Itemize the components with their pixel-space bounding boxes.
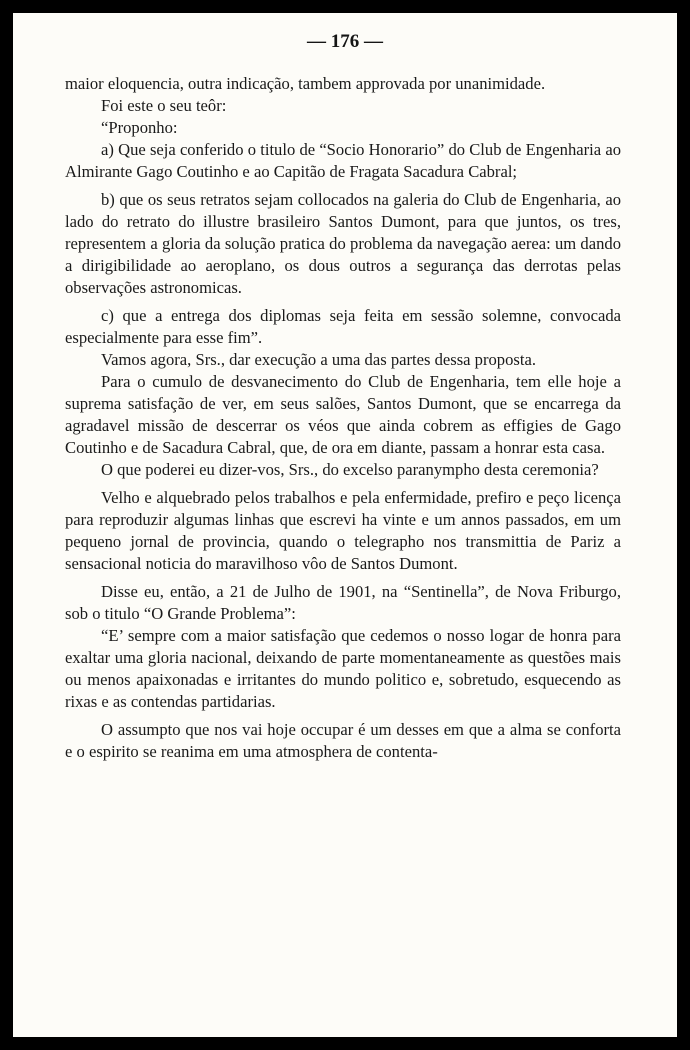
paragraph-3: “Proponho:	[101, 118, 178, 137]
paragraph-9: O que poderei eu dizer-vos, Srs., do excelso paranympho desta ceremonia?	[101, 460, 599, 479]
paragraph-5: b) que os seus retratos sejam collocados na galeria do Club de Engenharia, ao lado do retrato do illustre brasileiro Santos Dumont, para que juntos, os tres, representem a gloria da solução pratica do problema da navegação aerea: um dando a dirigibilidade ao aeroplano, os dous outros a segurança das derrotas pelas observações astronomicas.	[65, 190, 621, 297]
paragraph-1: maior eloquencia, outra indicação, tambem approvada por unanimidade.	[65, 74, 546, 93]
paragraph-13: O assumpto que nos vai hoje occupar é um desses em que a alma se conforta e o espirito se reanima em uma atmosphera de contenta-	[65, 720, 621, 761]
page-number: — 176 —	[307, 31, 383, 52]
paragraph-7: Vamos agora, Srs., dar execução a uma das partes dessa proposta.	[101, 350, 536, 369]
paragraph-12: “E’ sempre com a maior satisfação que cedemos o nosso logar de honra para exaltar uma gloria nacional, deixando de parte momentaneamente as questões mais ou menos apaixonadas e irritantes do mundo politico e, sobretudo, esquecendo as rixas e as contendas partidarias.	[65, 626, 621, 711]
paragraph-4: a) Que seja conferido o titulo de “Socio Honorario” do Club de Engenharia ao Almirante Gago Coutinho e ao Capitão de Fragata Sacadura Cabral;	[65, 140, 621, 181]
paragraph-11: Disse eu, então, a 21 de Julho de 1901, na “Sentinella”, de Nova Friburgo, sob o titulo “O Grande Problema”:	[65, 582, 621, 623]
book-page	[13, 13, 677, 1037]
paragraph-8: Para o cumulo de desvanecimento do Club de Engenharia, tem elle hoje a suprema satisfação de ver, em seus salões, Santos Dumont, que se encarrega da agradavel missão de descerrar os véos que ainda cobrem as effigies de Gago Coutinho e de Sacadura Cabral, que, de ora em diante, passam a honrar esta casa.	[65, 372, 621, 457]
paragraph-6: c) que a entrega dos diplomas seja feita em sessão solemne, convocada especialmente para esse fim”.	[65, 306, 621, 347]
paragraph-2: Foi este o seu teôr:	[101, 96, 227, 115]
body-text	[65, 73, 621, 763]
paragraph-10: Velho e alquebrado pelos trabalhos e pela enfermidade, prefiro e peço licença para reproduzir algumas linhas que escrevi ha vinte e um annos passados, em um pequeno jornal de provincia, quando o telegrapho nos transmittia de Pariz a sensacional noticia do maravilhoso vôo de Santos Dumont.	[65, 488, 621, 573]
